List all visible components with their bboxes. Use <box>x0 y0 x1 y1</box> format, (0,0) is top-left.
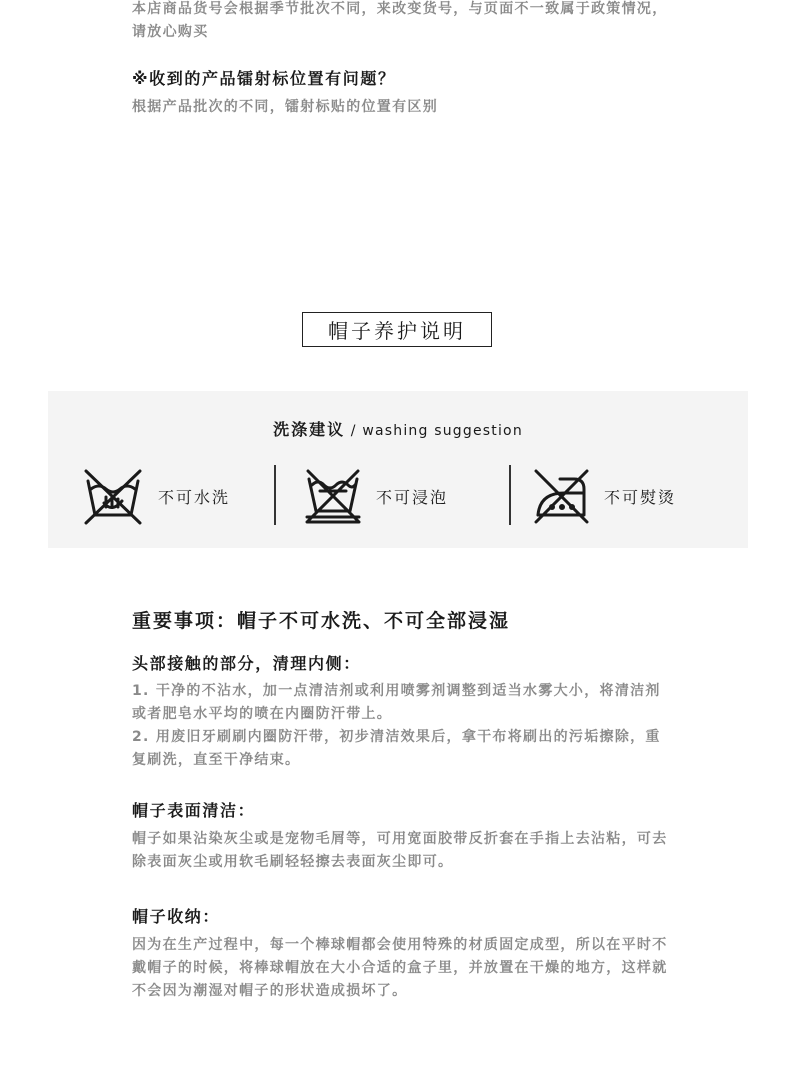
no-wash-icon <box>82 467 144 525</box>
surface-cleaning-text: 帽子如果沾染灰尘或是宠物毛屑等，可用宽面胶带反折套在手指上去沾粘，可去除表面灰尘或用软毛刷轻轻擦去表面灰尘即可。 <box>132 831 668 870</box>
section-title-hat-care: 帽子养护说明 <box>302 312 492 347</box>
care-label-no-soak: 不可浸泡 <box>376 487 449 507</box>
head-contact-step-1: 1. 干净的不沾水，加一点清洁剂或利用喷雾剂调整到适当水雾大小，将清洁剂或者肥皂水平均的喷在内圈防汗带上。 <box>132 683 661 722</box>
important-notice: 重要事项：帽子不可水洗、不可全部浸湿 <box>132 610 511 632</box>
washing-title-cn: 洗涤建议 <box>273 420 346 439</box>
storage-heading: 帽子收纳： <box>132 907 221 926</box>
laser-label-heading: ※收到的产品镭射标位置有问题？ <box>132 69 396 88</box>
care-label-no-wash: 不可水洗 <box>158 487 231 507</box>
intro-policy-text: 本店商品货号会根据季节批次不同，来改变货号，与页面不一致属于政策情况，请放心购买 <box>132 1 668 40</box>
care-item-no-soak <box>304 465 448 527</box>
head-contact-heading: 头部接触的部分，清理内侧： <box>132 654 361 673</box>
washing-suggestion-panel <box>48 391 748 548</box>
washing-suggestion-title <box>48 417 748 440</box>
divider <box>509 465 511 525</box>
care-item-no-wash <box>82 465 230 527</box>
head-contact-step-2: 2. 用废旧牙刷刷内圈防汗带，初步清洁效果后，拿干布将刷出的污垢擦除，重复刷洗，直至干净结束。 <box>132 729 661 768</box>
no-soak-icon <box>304 467 362 525</box>
no-iron-icon <box>532 467 590 525</box>
surface-cleaning-heading: 帽子表面清洁： <box>132 801 256 820</box>
washing-title-en: / washing suggestion <box>345 423 523 439</box>
care-item-no-iron <box>532 465 676 527</box>
care-label-no-iron: 不可熨烫 <box>604 487 677 507</box>
laser-label-text: 根据产品批次的不同，镭射标贴的位置有区别 <box>132 99 438 115</box>
storage-text: 因为在生产过程中，每一个棒球帽都会使用特殊的材质固定成型，所以在平时不戴帽子的时候，将棒球帽放在大小合适的盒子里，并放置在干燥的地方，这样就不会因为潮湿对帽子的形状造成损坏了。 <box>132 937 668 999</box>
divider <box>274 465 276 525</box>
